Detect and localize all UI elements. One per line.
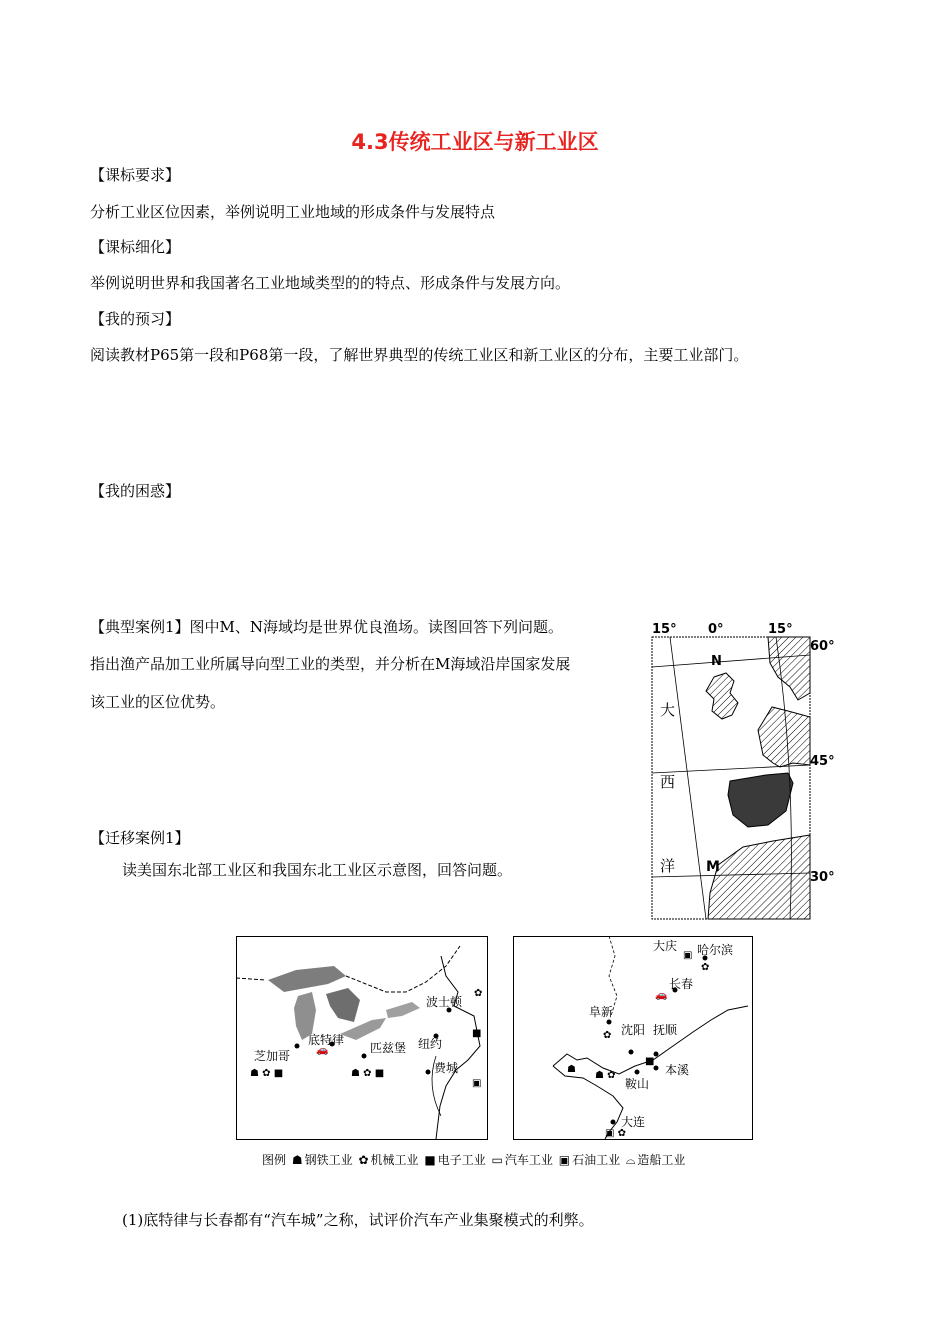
legend-item-electronics: 电子工业 — [437, 1153, 486, 1167]
ocean-char-2: 西 — [660, 773, 676, 791]
heading-kebiao-yaoqiu: 【课标要求】 — [90, 166, 181, 184]
svg-text:■: ■ — [645, 1056, 655, 1067]
text-qianyi-anli: 读美国东北部工业区和我国东北工业区示意图，回答问题。 — [122, 861, 513, 879]
city-fushun: 抚顺 — [653, 1023, 678, 1037]
land-british-isles — [706, 673, 738, 719]
heading-wode-kunhuo: 【我的困惑】 — [90, 482, 181, 500]
svg-text:✿: ✿ — [474, 988, 483, 999]
land-scandinavia — [768, 637, 810, 700]
land-iberia — [728, 773, 793, 827]
svg-text:▣ ✿: ▣ ✿ — [605, 1128, 627, 1139]
map-china-northeast — [513, 936, 753, 1140]
car-icon: ▭ — [491, 1153, 503, 1167]
svg-text:🚗: 🚗 — [316, 1045, 329, 1056]
page-title: 4.3传统工业区与新工业区 — [351, 130, 599, 154]
legend-item-shipbuilding: 造船工业 — [637, 1153, 686, 1167]
steel-icon: ☗ — [291, 1153, 303, 1167]
city-anshan: 鞍山 — [625, 1077, 650, 1091]
city-benxi: 本溪 — [665, 1063, 690, 1077]
ship-icon: ⌓ — [625, 1153, 636, 1167]
svg-text:☗: ☗ — [567, 1064, 576, 1075]
city-boston: 波士顿 — [426, 995, 463, 1009]
svg-text:🚗: 🚗 — [655, 990, 668, 1001]
case1-question: 图中M、N海域均是世界优良渔场。读图回答下列问题。 — [189, 618, 564, 636]
svg-text:✿: ✿ — [603, 1030, 612, 1041]
svg-text:☗ ✿: ☗ ✿ — [595, 1070, 616, 1081]
heading-qianyi-anli: 【迁移案例1】 — [90, 829, 190, 847]
city-fuxin: 阜新 — [589, 1005, 614, 1019]
svg-text:▣: ▣ — [472, 1078, 482, 1089]
city-detroit: 底特律 — [308, 1033, 345, 1047]
svg-text:▣: ▣ — [683, 950, 693, 961]
legend-item-steel: 钢铁工业 — [304, 1153, 353, 1167]
lat-label-1: 60° — [810, 639, 835, 654]
electronics-icon: ■ — [424, 1153, 436, 1167]
text-kebiao-yaoqiu: 分析工业区位因素，举例说明工业地域的形成条件与发展特点 — [90, 203, 496, 221]
city-philadelphia: 费城 — [434, 1061, 459, 1075]
text-wode-yuxi: 阅读教材P65第一段和P68第一段，了解世界典型的传统工业区和新工业区的分布，主要工业部门。 — [90, 346, 749, 364]
map-europe-atlantic — [648, 615, 838, 930]
map-legend — [262, 1151, 687, 1168]
svg-text:■: ■ — [472, 1028, 482, 1039]
ocean-char-3: 洋 — [660, 857, 676, 875]
ocean-char-1: 大 — [660, 701, 676, 719]
lon-label-2: 0° — [708, 622, 724, 637]
case1-line1 — [90, 617, 563, 637]
city-pittsburgh: 匹兹堡 — [370, 1041, 407, 1055]
city-daqing: 大庆 — [653, 939, 678, 953]
land-europe-mainland — [758, 707, 810, 767]
heading-kebiao-xihua: 【课标细化】 — [90, 238, 181, 256]
city-harbin: 哈尔滨 — [697, 943, 734, 957]
lon-label-1: 15° — [652, 622, 677, 637]
legend-item-machinery: 机械工业 — [370, 1153, 419, 1167]
svg-text:✿: ✿ — [701, 962, 710, 973]
legend-title: 图例 — [262, 1153, 287, 1167]
text-kebiao-xihua: 举例说明世界和我国著名工业地域类型的的特点、形成条件与发展方向。 — [90, 274, 571, 292]
question-1: (1)底特律与长春都有“汽车城”之称，试评价汽车产业集聚模式的利弊。 — [122, 1211, 594, 1229]
svg-text:☗ ✿ ■: ☗ ✿ ■ — [351, 1068, 385, 1079]
lat-label-2: 45° — [810, 754, 835, 769]
legend-item-petroleum: 石油工业 — [572, 1153, 621, 1167]
city-newyork: 纽约 — [418, 1037, 443, 1051]
city-dalian: 大连 — [621, 1115, 646, 1129]
city-changchun: 长春 — [669, 977, 694, 991]
heading-wode-yuxi: 【我的预习】 — [90, 310, 181, 328]
case1-line2: 指出渔产品加工业所属导向型工业的类型，并分析在M海域沿岸国家发展 — [90, 655, 571, 673]
land-africa — [708, 835, 810, 919]
map-usa-northeast — [236, 936, 488, 1140]
city-chicago: 芝加哥 — [254, 1049, 291, 1063]
legend-item-auto: 汽车工业 — [504, 1153, 553, 1167]
mark-m: M — [706, 859, 720, 875]
oil-icon: ▣ — [558, 1153, 571, 1167]
mark-n: N — [711, 654, 722, 669]
machinery-icon: ✿ — [358, 1153, 369, 1167]
svg-text:☗ ✿ ■: ☗ ✿ ■ — [250, 1068, 284, 1079]
case1-line3: 该工业的区位优势。 — [90, 693, 226, 711]
city-shenyang: 沈阳 — [621, 1023, 646, 1037]
lat-label-3: 30° — [810, 870, 835, 885]
lon-label-3: 15° — [768, 622, 793, 637]
heading-dianxing-anli: 【典型案例1】 — [90, 618, 190, 636]
